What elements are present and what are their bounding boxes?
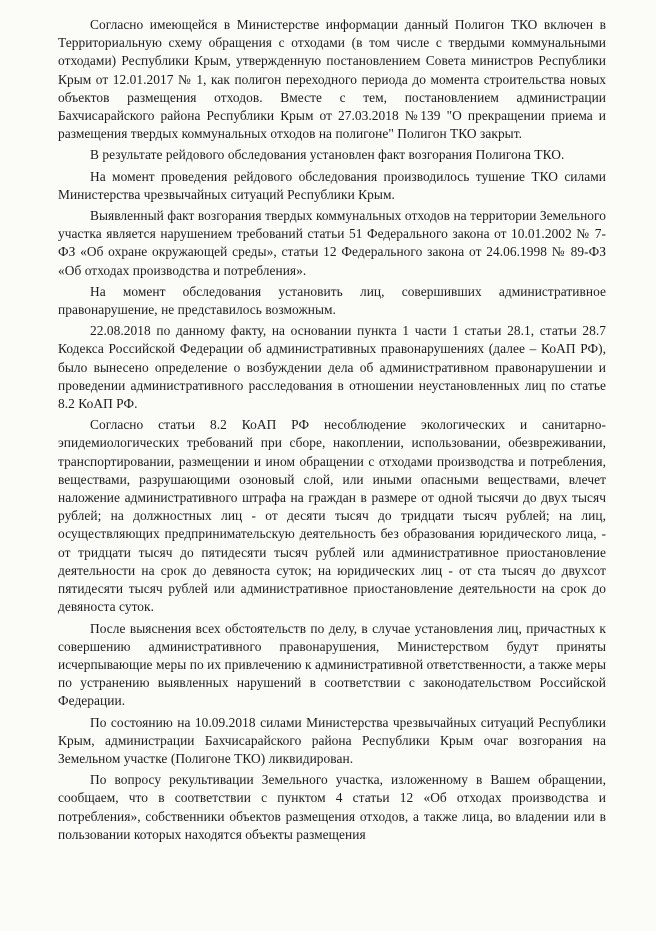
paragraph-polygon-status: Согласно имеющейся в Министерстве информации данный Полигон ТКО включен в Территориальную схему обращения с отходами (в том числе с твердыми коммунальными отходами) Республики Крым, утвержденную постановлением Совета министров Республики Крым от 12.01.2017 № 1, как полигон переходного периода до момента строительства новых объектов размещения отходов. Вместе с тем, постановлением администрации Бахчисарайского района Республики Крым от 27.03.2018 №139 "О прекращении приема и размещения твердых коммунальных отходов на полигоне" Полигон ТКО закрыт. [58,17,606,142]
paragraph-offenders-unknown: На момент обследования установить лиц, совершивших административное правонарушение, не представилось возможным. [58,283,606,318]
document-body [58,16,606,844]
paragraph-extinguishing: На момент проведения рейдового обследования производилось тушение ТКО силами Министерства чрезвычайных ситуаций Республики Крым. [58,168,606,202]
paragraph-violation: Выявленный факт возгорания твердых коммунальных отходов на территории Земельного участка является нарушением требований статьи 51 Федерального закона от 10.01.2002 № 7-ФЗ «Об охране окружающей среды», статьи 12 Федерального закона от 24.06.1998 № 89-ФЗ «Об отходах производства и потребления». [58,208,606,278]
paragraph-fire-fact: В результате рейдового обследования установлен факт возгорания Полигона ТКО. [90,147,565,163]
paragraph-fire-liquidated: По состоянию на 10.09.2018 силами Министерства чрезвычайных ситуаций Республики Крым, администрации Бахчисарайского района Республики Крым очаг возгорания на Земельном участке (Полигоне ТКО) ликвидирован. [58,714,606,766]
paragraph-recultivation: По вопросу рекультивации Земельного участка, изложенному в Вашем обращении, сообщаем, что в соответствии с пунктом 4 статьи 12 «Об отходах производства и потребления», собственники объектов размещения отходов, а также лица, во владении или в пользовании которых находятся объекты размещения [58,772,606,842]
paragraph-article-8-2: Согласно статьи 8.2 КоАП РФ несоблюдение экологических и санитарно-эпидемиологических требований при сборе, накоплении, использовании, обезвреживании, транспортировании, размещении и ином обращении с отходами производства и потребления, веществами, разрушающими озоновый слой, или иными опасными веществами, влечет наложение административного штрафа на граждан в размере от одной тысячи до двух тысяч рублей; на должностных лиц - от десяти тысяч до тридцати тысяч рублей; на лиц, осуществляющих предпринимательскую деятельность без образования юридического лица, - от тридцати тысяч до пятидесяти тысяч рублей или административное приостановление деятельности на срок до девяноста суток; на юридических лиц - от ста тысяч до двухсот пятидесяти тысяч рублей или административное приостановление деятельности на срок до девяноста суток. [58,417,606,615]
paragraph-measures: После выяснения всех обстоятельств по делу, в случае установления лиц, причастных к совершению административного правонарушения, Министерством будут приняты исчерпывающие меры по их привлечению к административной ответственности, а также меры по устранению выявленных нарушений в соответствии с законодательством Российской Федерации. [58,620,606,709]
paragraph-case-opened: 22.08.2018 по данному факту, на основании пункта 1 части 1 статьи 28.1, статьи 28.7 Кодекса Российской Федерации об административных правонарушениях (далее – КоАП РФ), было вынесено определение о возбуждении дела об административном правонарушении и проведении административного расследования в отношении неустановленных лиц по статье 8.2 КоАП РФ. [58,323,606,412]
